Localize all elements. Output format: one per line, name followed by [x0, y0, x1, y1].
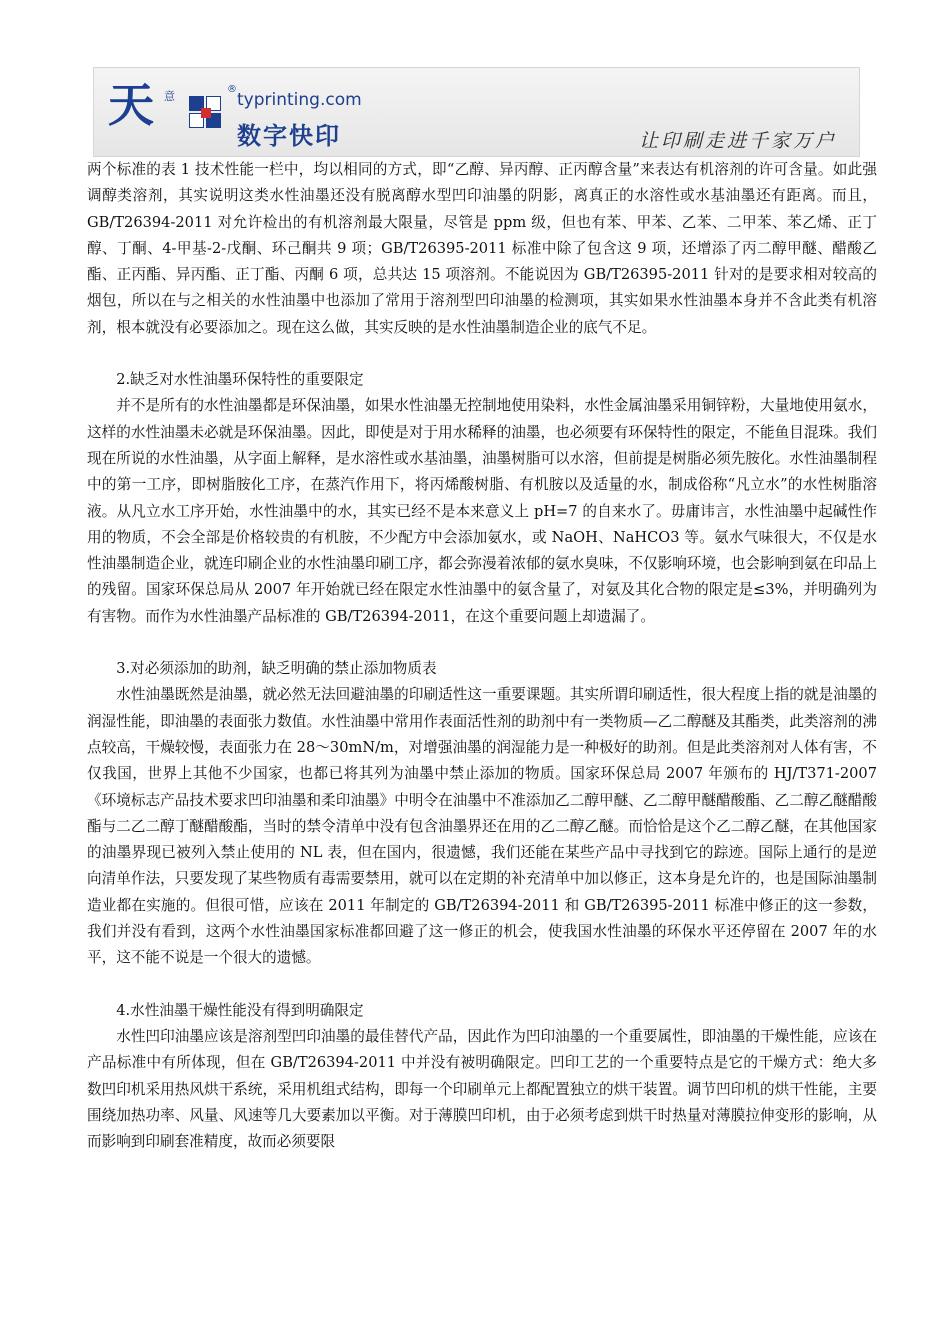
- section-heading-4: 4.水性油墨干燥性能没有得到明确限定: [116, 1001, 364, 1019]
- logo-mark-icon: [189, 96, 223, 130]
- logo-small-glyph: 意: [164, 90, 175, 103]
- logo-brand-name: 数字快印: [237, 122, 341, 150]
- document-body: [87, 157, 877, 1155]
- logo-glyph: 天: [108, 78, 154, 132]
- intro-paragraph: 两个标准的表 1 技术性能一栏中，均以相同的方式，即“乙醇、异丙醇、正丙醇含量”来表达有机溶剂的许可含量。如此强调醇类溶剂，其实说明这类水性油墨还没有脱离醇水型凹印油墨的阴影，离真正的水溶性或水基油墨还有距离。而且，GB/T26394-2011 对允许检出的有机溶剂最大限量，尽管是 ppm 级，但也有苯、甲苯、乙苯、二甲苯、苯乙烯、正丁醇、丁酮、4-甲基-2-戊酮、环己酮共 9 项；GB/T26395-2011 标准中除了包含这 9 项，还增添了丙二醇甲醚、醋酸乙酯、正丙酯、异丙酯、正丁酯、丙酮 6 项，总共达 15 项溶剂。不能说因为 GB/T26395-2011 针对的是要求相对较高的烟包，所以在与之相关的水性油墨中也添加了常用于溶剂型凹印油墨的检测项，其实如果水性油墨本身并不含此类有机溶剂，根本就没有必要添加之。现在这么做，其实反映的是水性油墨制造企业的底气不足。: [87, 161, 877, 336]
- logo-url: typrinting.com: [237, 90, 362, 110]
- section-heading-3: 3.对必须添加的助剂，缺乏明确的禁止添加物质表: [116, 660, 437, 678]
- section-paragraph-2: 并不是所有的水性油墨都是环保油墨，如果水性油墨无控制地使用染料，水性金属油墨采用铜锌粉，大量地使用氨水，这样的水性油墨未必就是环保油墨。因此，即使是对于用水稀释的油墨，也必须要有环保特性的限定，不能鱼目混珠。我们现在所说的水性油墨，从字面上解释，是水溶性或水基油墨，油墨树脂可以水溶，但前提是树脂必须先胺化。水性油墨制程中的第一工序，即树脂胺化工序，在蒸汽作用下，将丙烯酸树脂、有机胺以及适量的水，制成俗称“凡立水”的水性树脂溶液。从凡立水工序开始，水性油墨中的水，其实已经不是本来意义上 pH=7 的自来水了。毋庸讳言，水性油墨中起碱性作用的物质，不会全部是价格较贵的有机胺，不少配方中会添加氨水，或 NaOH、NaHCO3 等。氨水气味很大，不仅是水性油墨制造企业，就连印刷企业的水性油墨印刷工序，都会弥漫着浓郁的氨水臭味，不仅影响环境，也会影响到氨在印品上的残留。国家环保总局从 2007 年开始就已经在限定水性油墨中的氨含量了，对氨及其化合物的限定是≤3%，并明确列为有害物。而作为水性油墨产品标准的 GB/T26394-2011，在这个重要问题上却遗漏了。: [87, 397, 877, 625]
- registered-mark: ®: [227, 84, 237, 95]
- section-paragraph-3: 水性油墨既然是油墨，就必然无法回避油墨的印刷适性这一重要课题。其实所谓印刷适性，很大程度上指的就是油墨的润湿性能，即油墨的表面张力数值。水性油墨中常用作表面活性剂的助剂中有一类物质—乙二醇醚及其酯类，此类溶剂的沸点较高，干燥较慢，表面张力在 28～30mN/m，对增强油墨的润湿能力是一种极好的助剂。但是此类溶剂对人体有害，不仅我国，世界上其他不少国家，也都已将其列为油墨中禁止添加的物质。国家环保总局 2007 年颁布的 HJ/T371-2007《环境标志产品技术要求凹印油墨和柔印油墨》中明令在油墨中不准添加乙二醇甲醚、乙二醇甲醚醋酸酯、乙二醇乙醚醋酸酯与二乙二醇丁醚醋酸酯，当时的禁令清单中没有包含油墨界还在用的乙二醇乙醚。而恰恰是这个乙二醇乙醚，在其他国家的油墨界现已被列入禁止使用的 NL 表，但在国内，很遗憾，我们还能在某些产品中寻找到它的踪迹。国际上通行的是逆向清单作法，只要发现了某些物质有毒需要禁用，就可以在定期的补充清单中加以修正，这本身是允许的，也是国际油墨制造业都在实施的。但很可惜，应该在 2011 年制定的 GB/T26394-2011 和 GB/T26395-2011 标准中修正的这一参数，我们并没有看到，这两个水性油墨国家标准都回避了这一修正的机会，使我国水性油墨的环保水平还停留在 2007 年的水平，这不能不说是一个很大的遗憾。: [87, 686, 877, 967]
- section-paragraph-4: 水性凹印油墨应该是溶剂型凹印油墨的最佳替代产品，因此作为凹印油墨的一个重要属性，即油墨的干燥性能，应该在产品标准中有所体现，但在 GB/T26394-2011 中并没有被明确限定。凹印工艺的一个重要特点是它的干燥方式：绝大多数凹印机采用热风烘干系统，采用机组式结构，即每一个印刷单元上都配置独立的烘干装置。调节凹印机的烘干性能，主要围绕加热功率、风量、风速等几大要素加以平衡。对于薄膜凹印机，由于必须考虑到烘干时热量对薄膜拉伸变形的影响，从而影响到印刷套准精度，故而必须要限: [87, 1027, 877, 1151]
- slogan: 让印刷走进千家万户: [638, 130, 837, 152]
- section-heading-2: 2.缺乏对水性油墨环保特性的重要限定: [116, 371, 364, 389]
- header-banner: [93, 67, 860, 157]
